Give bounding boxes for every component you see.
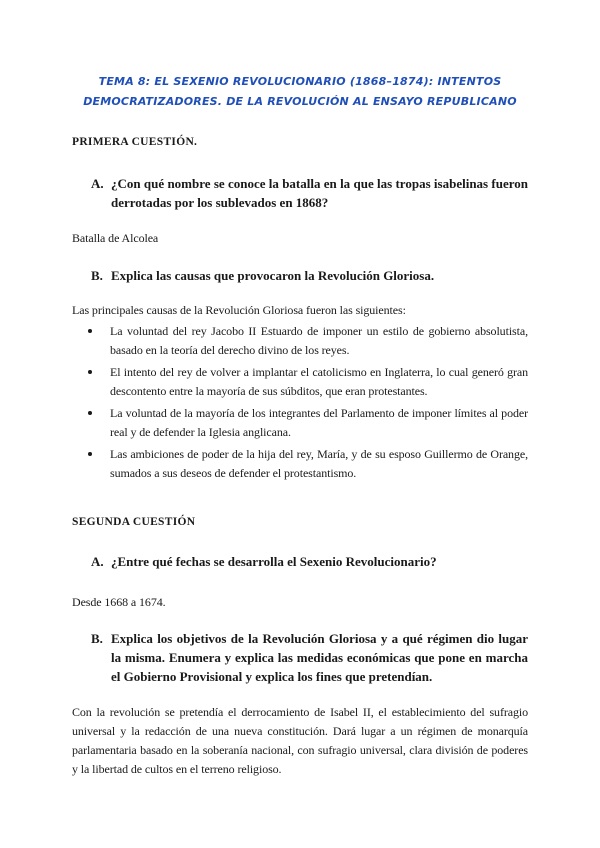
question-1a [91, 174, 528, 212]
section-heading-2: SEGUNDA CUESTIÓN [72, 516, 196, 528]
bullet-icon [88, 370, 92, 374]
question-2a [91, 552, 528, 571]
answer-2a: Desde 1668 a 1674. [72, 595, 166, 609]
question-letter: A. [91, 176, 104, 191]
title-line-1: TEMA 8: EL SEXENIO REVOLUCIONARIO (1868–1874): INTENTOS [98, 75, 502, 88]
answer-1a: Batalla de Alcolea [72, 231, 159, 245]
list-item-text: La voluntad de la mayoría de los integrantes del Parlamento de imponer límites al poder real y de defender la Iglesia anglicana. [110, 406, 528, 439]
question-text: Explica las causas que provocaron la Revolución Gloriosa. [111, 268, 435, 283]
answer-1b-intro: Las principales causas de la Revolución Gloriosa fueron las siguientes: [72, 303, 406, 317]
title-line-2: DEMOCRATIZADORES. DE LA REVOLUCIÓN AL ENSAYO REPUBLICANO [83, 95, 517, 108]
question-2b [91, 629, 528, 686]
section-heading-1: PRIMERA CUESTIÓN. [72, 136, 198, 148]
list-item-text: Las ambiciones de poder de la hija del rey, María, y de su esposo Guillermo de Orange, sumados a sus deseos de defender el protestantismo. [110, 447, 528, 480]
bullet-icon [88, 452, 92, 456]
bullet-icon [88, 329, 92, 333]
question-text: ¿Entre qué fechas se desarrolla el Sexenio Revolucionario? [111, 554, 437, 569]
bullet-icon [88, 411, 92, 415]
list-item [72, 445, 528, 483]
list-item [72, 322, 528, 360]
list-item [72, 363, 528, 401]
question-text: Explica los objetivos de la Revolución Gloriosa y a qué régimen dio lugar la misma. Enumera y explica las medidas económicas que pone en marcha el Gobierno Provisional y explica los fines que pretendían. [111, 631, 528, 684]
causes-list [72, 322, 528, 486]
question-text: ¿Con qué nombre se conoce la batalla en la que las tropas isabelinas fueron derrotadas por los sublevados en 1868? [111, 176, 528, 210]
list-item-text: La voluntad del rey Jacobo II Estuardo de imponer un estilo de gobierno absolutista, basado en la teoría del derecho divino de los reyes. [110, 324, 528, 357]
list-item [72, 404, 528, 442]
question-letter: B. [91, 631, 103, 646]
question-letter: B. [91, 268, 103, 283]
question-letter: A. [91, 554, 104, 569]
answer-2b: Con la revolución se pretendía el derrocamiento de Isabel II, el establecimiento del sufragio universal y la redacción de una nueva constitución. Dará lugar a un régimen de monarquía parlamentaria basado en la soberanía nacional, con sufragio universal, clara división de poderes y la libertad de cultos en el terreno religioso. [72, 705, 528, 776]
list-item-text: El intento del rey de volver a implantar el catolicismo en Inglaterra, lo cual generó gran descontento entre la mayoría de sus súbditos, que eran protestantes. [110, 365, 528, 398]
document-title [60, 72, 540, 112]
question-1b [91, 266, 528, 285]
